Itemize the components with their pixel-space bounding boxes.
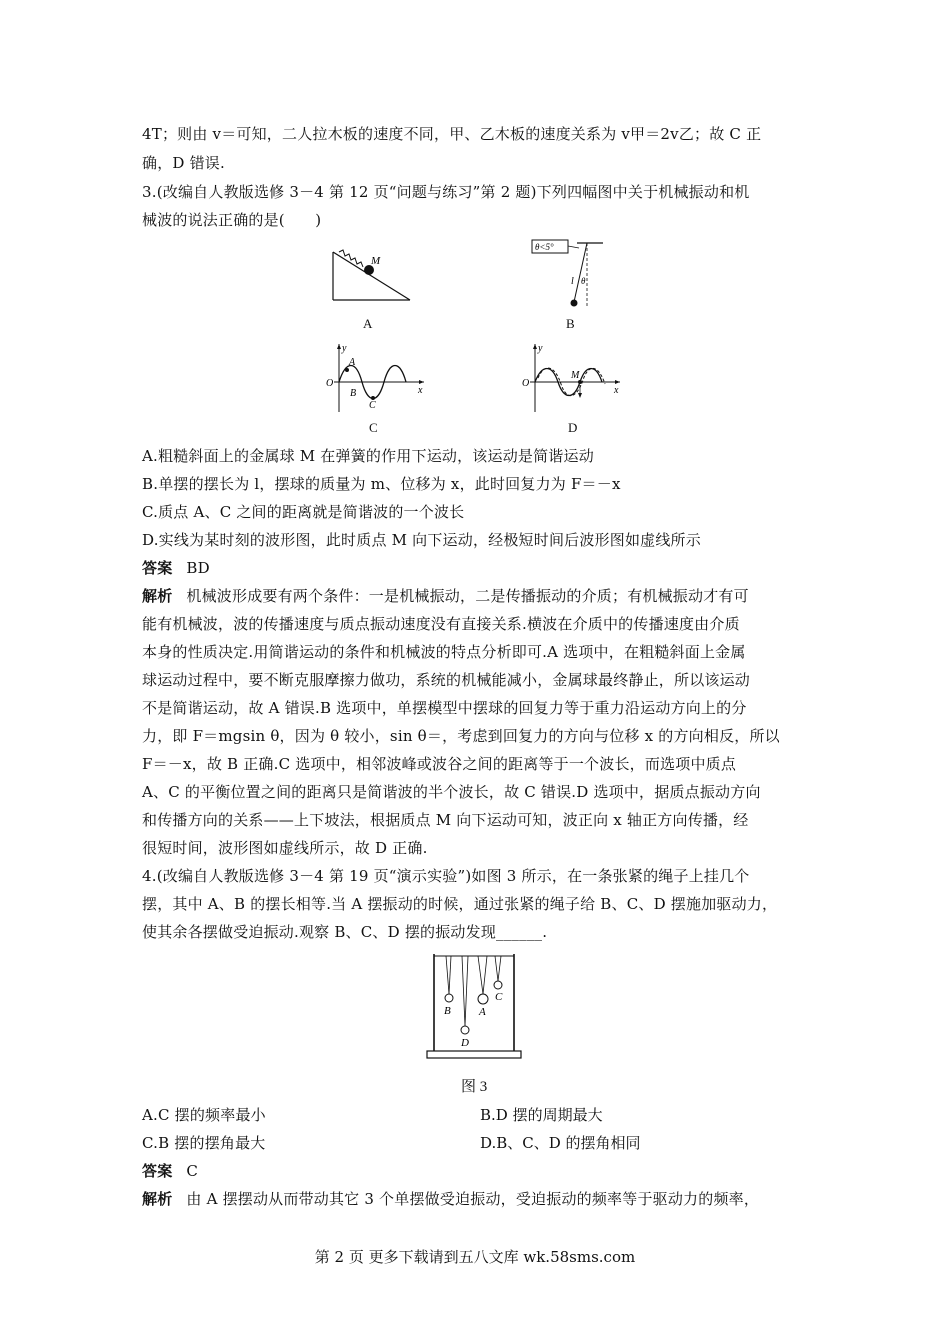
figure-b-pendulum [527,238,617,318]
analysis-label: 解析 [142,587,173,605]
option-c: C.B 摆的摆角最大 [142,1134,266,1152]
figure-c-wave [322,340,432,415]
length-label: l [571,276,574,287]
option-b: B.单摆的摆长为 l，摆球的质量为 m、位移为 x，此时回复力为 F＝－x [142,475,621,493]
figure-a-label: A [363,316,373,331]
analysis-line: F＝－x，故 B 正确.C 选项中，相邻波峰或波谷之间的距离等于一个波长，而选项中质点 [142,755,737,773]
figure-d-label: D [568,420,578,435]
analysis-line: 能有机械波，波的传播速度与质点振动速度没有直接关系.横波在介质中的传播速度由介质 [142,615,740,633]
analysis-line: 本身的性质决定.用简谐运动的条件和机械波的特点分析即可.A 选项中，在粗糙斜面上金属 [142,643,746,661]
pendulum-a-label: A [479,1006,486,1018]
analysis-label: 解析 [142,1190,173,1208]
answer-value: C [186,1162,199,1180]
analysis-line: 不是简谐运动，故 A 错误.B 选项中，单摆模型中摆球的回复力等于重力沿运动方向上的分 [142,699,747,717]
question-4-title: 4.(改编自人教版选修 3－4 第 19 页“演示实验”)如图 3 所示，在一条张紧的绳子上挂几个 [142,867,750,885]
answer-label: 答案 [142,1162,173,1180]
x-axis-label: x [614,385,619,396]
analysis-q4 [142,1189,825,1209]
analysis-line: 球运动过程中，要不断克服摩擦力做功，系统的机械能减小，金属球最终静止，所以该运动 [142,671,751,689]
analysis-line: 力，即 F＝mgsin θ，因为 θ 较小，sin θ＝，考虑到回复力的方向与位移 x 的方向相反，所以 [142,727,780,745]
text-line: 确，D 错误. [142,154,225,172]
figure-c-label: C [369,420,378,435]
point-c-label: C [369,400,376,411]
analysis-q3 [142,586,825,606]
option-b: B.D 摆的周期最大 [480,1106,603,1124]
answer-q3 [142,558,825,578]
option-a: A.粗糙斜面上的金属球 M 在弹簧的作用下运动，该运动是简谐运动 [142,447,594,465]
angle-box-label: θ<5° [535,242,554,252]
point-m-label: M [571,370,580,381]
origin-label: O [522,378,530,389]
option-d: D.B、C、D 的摆角相同 [480,1134,641,1152]
page-footer: 第 2 页 更多下载请到五八文库 wk.58sms.com [314,1248,636,1266]
analysis-line: A、C 的平衡位置之间的距离只是简谐波的半个波长，故 C 错误.D 选项中，据质点振动方向 [142,783,761,801]
answer-label: 答案 [142,559,173,577]
text-line: 4T；则由 v＝可知，二人拉木板的速度不同，甲、乙木板的速度关系为 v甲＝2v乙；故 C 正 [142,125,762,143]
figure-d-wave [518,340,628,415]
figure-3-caption: 图 3 [461,1079,488,1095]
analysis-line: 和传播方向的关系——上下坡法，根据质点 M 向下运动可知，波正向 x 轴正方向传播，经 [142,811,749,829]
answer-value: BD [186,559,210,577]
option-d: D.实线为某时刻的波形图，此时质点 M 向下运动，经极短时间后波形图如虚线所示 [142,531,701,549]
figure-3-pendulums [424,950,524,1062]
answer-q4 [142,1161,825,1181]
figure-b-label: B [566,316,575,331]
point-b-label: B [350,388,357,399]
point-a-label: A [349,357,356,368]
pendulum-c-label: C [495,991,503,1003]
question-3-title: 3.(改编自人教版选修 3－4 第 12 页“问题与练习”第 2 题)下列四幅图中关于机械振动和机 [142,183,750,201]
x-axis-label: x [418,385,423,396]
question-3-title: 械波的说法正确的是( ) [142,211,322,229]
option-a: A.C 摆的频率最小 [142,1106,266,1124]
question-4-title: 摆，其中 A、B 的摆长相等.当 A 摆振动的时候，通过张紧的绳子给 B、C、D 摆施加驱动力， [142,895,778,913]
option-c: C.质点 A、C 之间的距离就是简谐波的一个波长 [142,503,465,521]
origin-label: O [326,378,334,389]
analysis-line: 机械波形成要有两个条件：一是机械振动，二是传播振动的介质；有机械振动才有可 [186,587,749,605]
analysis-line: 由 A 摆摆动从而带动其它 3 个单摆做受迫振动，受迫振动的频率等于驱动力的频率， [186,1190,760,1208]
ball-label: M [371,255,381,267]
pendulum-b-label: B [444,1005,451,1017]
question-4-title: 使其余各摆做受迫振动.观察 B、C、D 摆的振动发现______. [142,923,548,941]
analysis-line: 很短时间，波形图如虚线所示，故 D 正确. [142,839,428,857]
y-axis-label: y [538,343,543,354]
pendulum-d-label: D [461,1037,469,1049]
y-axis-label: y [342,343,347,354]
theta-label: θ [581,276,586,286]
